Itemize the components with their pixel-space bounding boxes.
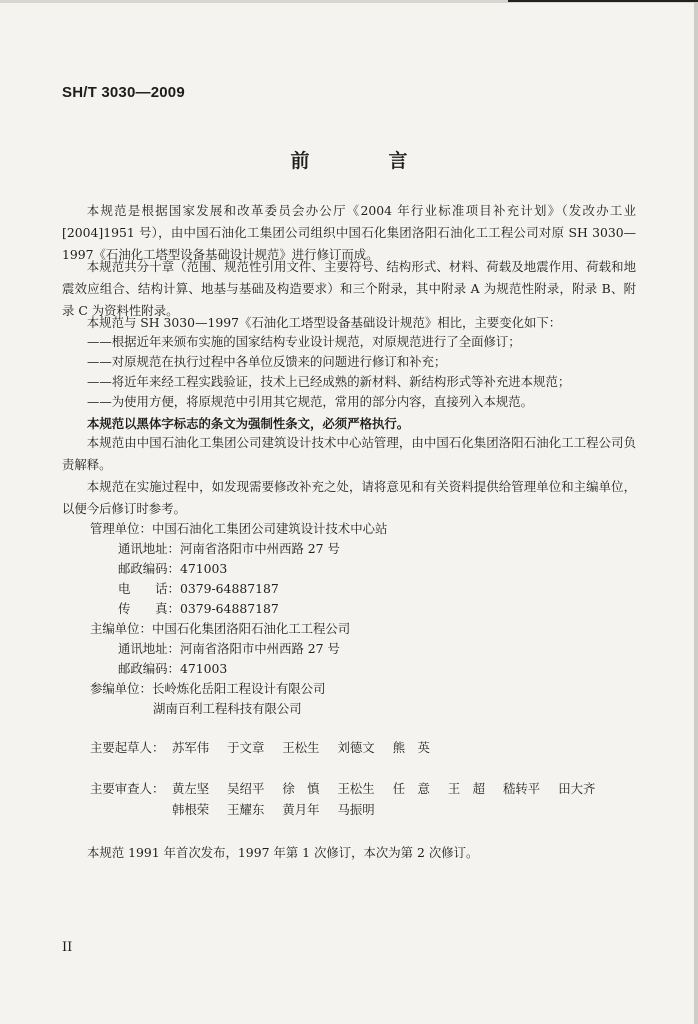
corner-mark xyxy=(508,0,698,2)
change-item: ——为使用方便，将原规范中引用其它规范，常用的部分内容，直接列入本规范。 xyxy=(87,394,534,409)
reviewer-name: 黄左坚 xyxy=(172,781,210,796)
chief-editor-address: 通讯地址：河南省洛阳市中州西路 27 号 xyxy=(118,641,340,656)
participating-unit-name: 长岭炼化岳阳工程设计有限公司 xyxy=(151,681,326,696)
mandatory-note: 本规范以黑体字标志的条文为强制性条文，必须严格执行。 xyxy=(87,416,410,431)
drafters xyxy=(90,738,448,756)
change-item: ——对原规范在执行过程中各单位反馈来的问题进行修订和补充； xyxy=(87,354,447,369)
participating-units xyxy=(90,679,325,699)
chief-editor-postcode: 邮政编码：471003 xyxy=(118,661,228,676)
chief-editor-unit xyxy=(90,619,350,639)
reviewer-name: 吴绍平 xyxy=(227,781,265,796)
reviewer-name: 马振明 xyxy=(337,802,375,817)
reviewer-name: 王 超 xyxy=(447,781,486,796)
page-title: 前 言 xyxy=(290,150,438,172)
participating-label: 参编单位： xyxy=(90,681,152,696)
reviewer-name: 田大齐 xyxy=(558,781,596,796)
reviewer-name: 韩根荣 xyxy=(172,802,210,817)
reviewer-name: 王耀东 xyxy=(227,802,265,817)
paragraph-basis: 本规范是根据国家发展和改革委员会办公厅《2004 年行业标准项目补充计划》（发改办工业[2004]1951 号），由中国石油化工集团公司组织中国石化集团洛阳石油化工工程公司对原 SH 3030—1997《石油化工塔型设备基础设计规范》进行修订而成。 xyxy=(62,203,636,262)
management-unit-name: 中国石油化工集团公司建筑设计技术中心站 xyxy=(151,521,388,536)
participating-unit-name: 湖南百利工程科技有限公司 xyxy=(153,701,302,716)
management-phone: 电 话：0379-64887187 xyxy=(118,581,279,596)
management-unit xyxy=(90,519,387,539)
management-address: 通讯地址：河南省洛阳市中州西路 27 号 xyxy=(118,541,340,556)
drafter-name: 王松生 xyxy=(282,740,320,755)
reviewer-name: 嵇转平 xyxy=(503,781,541,796)
paragraph-changes-intro: 本规范与 SH 3030—1997《石油化工塔型设备基础设计规范》相比，主要变化如下： xyxy=(86,315,562,330)
reviewer-name: 任 意 xyxy=(392,781,430,796)
revision-history: 本规范 1991 年首次发布，1997 年第 1 次修订，本次为第 2 次修订。 xyxy=(87,845,479,860)
standard-code: SH/T 3030—2009 xyxy=(62,84,185,101)
reviewer-name: 黄月年 xyxy=(282,802,320,817)
reviewers xyxy=(90,779,613,797)
chief-editor-label: 主编单位： xyxy=(90,621,152,636)
reviewer-name: 徐 慎 xyxy=(282,781,320,796)
drafter-name: 熊 英 xyxy=(392,740,430,755)
drafter-name: 于文章 xyxy=(227,740,265,755)
reviewer-name: 王松生 xyxy=(337,781,375,796)
drafters-label: 主要起草人： xyxy=(90,740,165,755)
reviewers-row2 xyxy=(172,800,393,818)
drafter-name: 刘德文 xyxy=(337,740,375,755)
management-unit-label: 管理单位： xyxy=(90,521,152,536)
reviewers-label: 主要审查人： xyxy=(90,781,165,796)
paragraph-structure: 本规范共分十章（范围、规范性引用文件、主要符号、结构形式、材料、荷载及地震作用、荷载和地震效应组合、结构计算、地基与基础及构造要求）和三个附录，其中附录 A 为规范性附录，附录 B、附录 C 为资料性附录。 xyxy=(62,259,636,318)
management-fax: 传 真：0379-64887187 xyxy=(118,601,279,616)
chief-editor-name: 中国石化集团洛阳石油化工工程公司 xyxy=(151,621,351,636)
management-postcode: 邮政编码：471003 xyxy=(118,561,228,576)
drafter-name: 苏军伟 xyxy=(172,740,210,755)
paragraph-management: 本规范由中国石油化工集团公司建筑设计技术中心站管理，由中国石化集团洛阳石油化工工程公司负责解释。 xyxy=(62,435,636,472)
paragraph-feedback: 本规范在实施过程中，如发现需要修改补充之处，请将意见和有关资料提供给管理单位和主编单位，以便今后修订时参考。 xyxy=(62,479,636,516)
page-number: II xyxy=(62,940,73,955)
change-item: ——根据近年来颁布实施的国家结构专业设计规范，对原规范进行了全面修订； xyxy=(87,334,521,349)
change-item: ——将近年来经工程实践验证，技术上已经成熟的新材料、新结构形式等补充进本规范； xyxy=(87,374,571,389)
